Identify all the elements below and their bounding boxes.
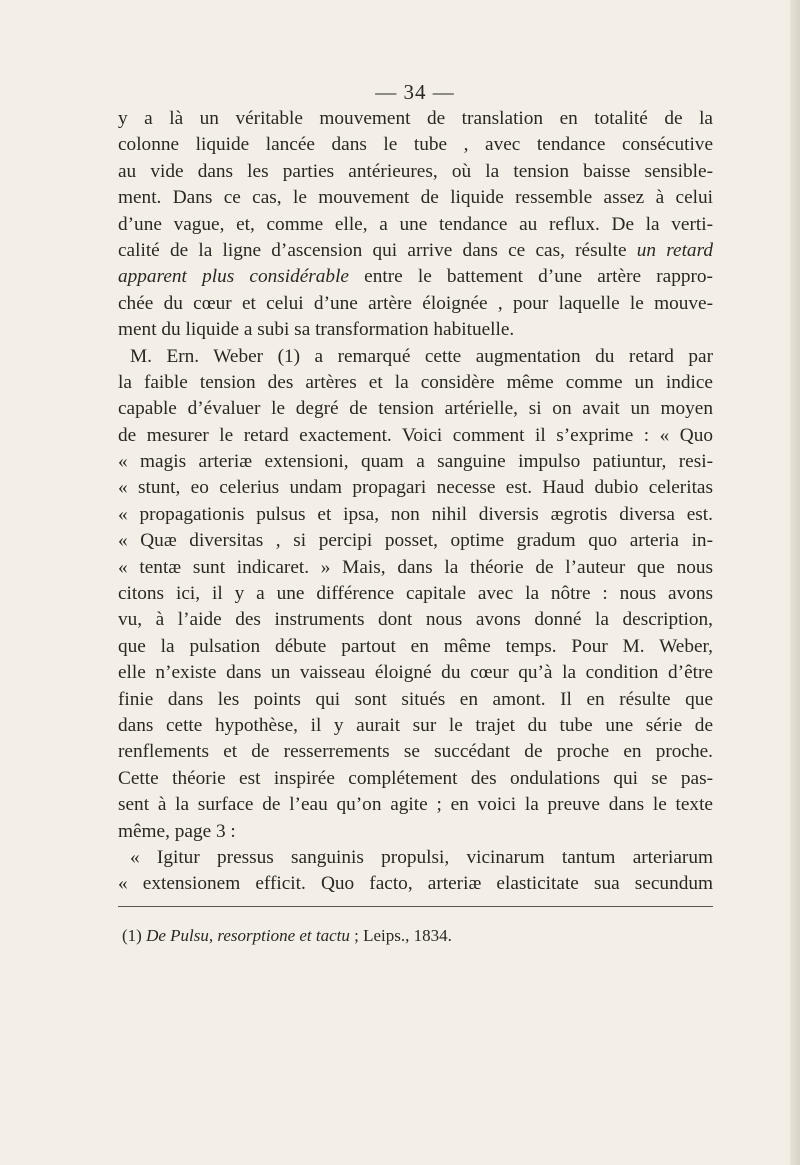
- text-line: [118, 845, 713, 871]
- text-segment: finie dans les points qui sont situés en amont. Il en résulte que: [118, 688, 713, 710]
- text-line: [118, 555, 713, 581]
- text-line: [118, 106, 713, 132]
- text-segment: vu, à l’aide des instruments dont nous avons donné la description,: [118, 609, 713, 631]
- text-line: [118, 607, 713, 633]
- text-segment: « tentæ sunt indicaret. » Mais, dans la théorie de l’auteur que nous: [118, 556, 713, 578]
- text-segment: elle n’existe dans un vaisseau éloigné du cœur qu’à la condition d’être: [118, 662, 713, 684]
- text-line: [118, 528, 713, 554]
- text-segment: « stunt, eo celerius undam propagari necesse est. Haud dubio celeritas: [118, 477, 713, 499]
- text-line: [118, 871, 713, 897]
- text-segment: de mesurer le retard exactement. Voici comment il s’exprime : « Quo: [118, 424, 713, 446]
- footnote-title: De Pulsu, resorptione et tactu: [146, 926, 350, 945]
- text-segment: sent à la surface de l’eau qu’on agite ; en voici la preuve dans le texte: [118, 794, 713, 816]
- text-segment: « Quæ diversitas , si percipi posset, optime gradum quo arteria in-: [118, 530, 713, 552]
- text-segment: « magis arteriæ extensioni, quam a sanguine impulso patiuntur, resi-: [118, 451, 713, 473]
- text-line: [118, 739, 713, 765]
- text-segment: d’une vague, et, comme elle, a une tendance au reflux. De la verti-: [118, 213, 713, 235]
- page-edge: [790, 0, 800, 1165]
- text-line: [118, 396, 713, 422]
- text-line: [118, 660, 713, 686]
- text-segment: renflements et de resserrements se succédant de proche en proche.: [118, 741, 713, 763]
- text-line: [118, 449, 713, 475]
- text-line: [118, 291, 713, 317]
- text-line: [118, 185, 713, 211]
- text-segment: colonne liquide lancée dans le tube , avec tendance consécutive: [118, 134, 713, 156]
- footnote-marker: (1): [122, 926, 147, 945]
- text-segment: capable d’évaluer le degré de tension artérielle, si on avait un moyen: [118, 398, 713, 420]
- footnote: [122, 926, 452, 946]
- text-line: [118, 159, 713, 185]
- text-segment: M. Ern. Weber (1) a remarqué cette augmentation du retard par: [130, 345, 713, 367]
- text-segment: au vide dans les parties antérieures, où la tension baisse sensible-: [118, 160, 713, 182]
- text-line: [118, 792, 713, 818]
- text-segment: même, page 3 :: [118, 820, 236, 842]
- text-segment: « Igitur pressus sanguinis propulsi, vicinarum tantum arteriarum: [130, 846, 713, 868]
- text-segment: ment. Dans ce cas, le mouvement de liquide ressemble assez à celui: [118, 187, 713, 209]
- text-segment: citons ici, il y a une différence capitale avec la nôtre : nous avons: [118, 583, 713, 605]
- text-line: [118, 766, 713, 792]
- text-segment: Cette théorie est inspirée complétement des ondulations qui se pas-: [118, 767, 713, 789]
- italic-segment: un retard: [636, 239, 714, 261]
- text-line: [118, 317, 713, 343]
- text-line: [118, 687, 713, 713]
- text-line: [118, 581, 713, 607]
- text-segment: « propagationis pulsus et ipsa, non nihil diversis ægrotis diversa est.: [118, 503, 713, 525]
- text-line: [118, 132, 713, 158]
- text-line: [118, 502, 713, 528]
- text-segment: que la pulsation débute partout en même temps. Pour M. Weber,: [118, 635, 713, 657]
- italic-segment: apparent plus considérable: [118, 266, 349, 288]
- text-segment: la faible tension des artères et la considère même comme un indice: [118, 371, 713, 393]
- text-line: [118, 634, 713, 660]
- text-line: [118, 819, 713, 845]
- text-segment: ment du liquide a subi sa transformation habituelle.: [118, 319, 515, 341]
- text-line: [118, 264, 713, 290]
- text-segment: chée du cœur et celui d’une artère éloignée , pour laquelle le mouve-: [118, 292, 713, 314]
- text-line: [118, 238, 713, 264]
- text-segment: dans cette hypothèse, il y aurait sur le trajet du tube une série de: [118, 714, 713, 736]
- text-segment: « extensionem efficit. Quo facto, arteriæ elasticitate sua secundum: [118, 873, 713, 895]
- text-line: [118, 475, 713, 501]
- text-segment: y a là un véritable mouvement de translation en totalité de la: [118, 108, 713, 129]
- page-number: — 34 —: [375, 80, 455, 104]
- text-line: [118, 344, 713, 370]
- text-segment-after: entre le battement d’une artère rappro-: [348, 266, 713, 288]
- text-line: [118, 370, 713, 396]
- text-line: [118, 713, 713, 739]
- text-line: [118, 212, 713, 238]
- text-segment: calité de la ligne d’ascension qui arrive dans ce cas, résulte: [118, 239, 637, 261]
- text-line: [118, 423, 713, 449]
- main-text: [118, 106, 713, 898]
- footnote-divider: [118, 906, 713, 907]
- footnote-rest: ; Leips., 1834.: [349, 926, 452, 945]
